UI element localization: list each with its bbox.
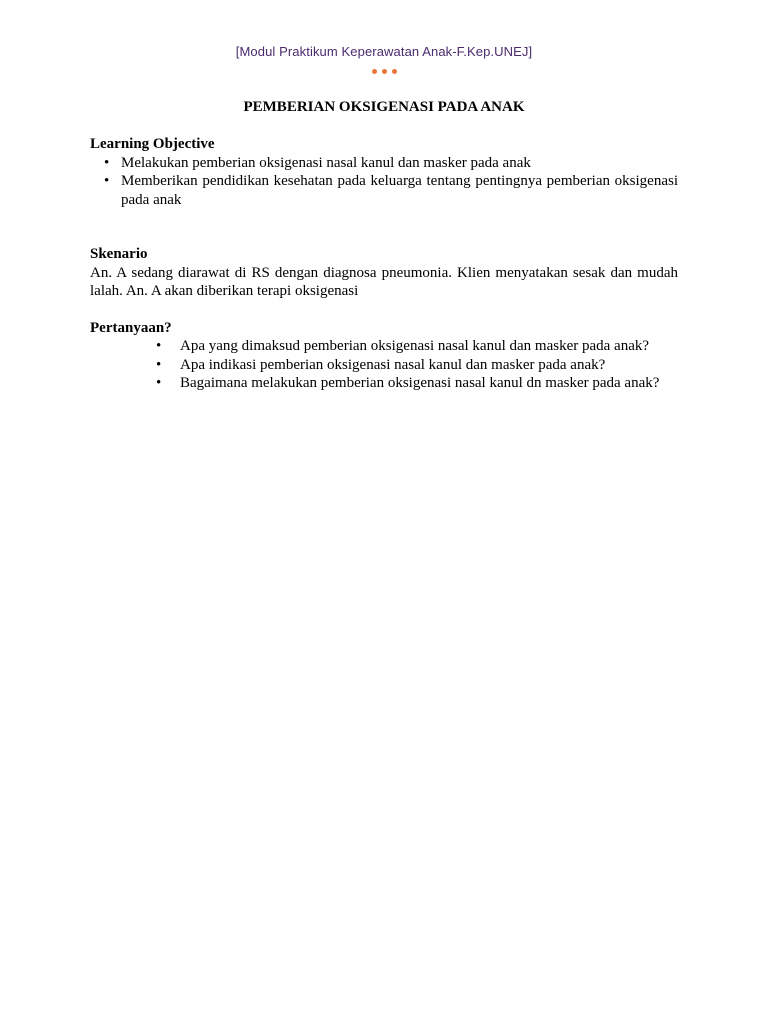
list-item: • Memberikan pendidikan kesehatan pada keluarga tentang pentingnya pemberian oksigenasi pada anak [90,172,678,209]
ornament-dot [372,69,377,74]
skenario-heading: Skenario [90,246,148,262]
learning-objective-list [90,154,678,210]
header-ornament [0,69,768,74]
page-header: [Modul Praktikum Keperawatan Anak-F.Kep.UNEJ] [235,44,533,59]
ornament-dot [382,69,387,74]
learning-objective-heading: Learning Objective [90,136,215,152]
skenario-text: An. A sedang diarawat di RS dengan diagnosa pneumonia. Klien menyatakan sesak dan mudah lalah. An. A akan diberikan terapi oksigenasi [90,264,678,299]
list-item: • Apa indikasi pemberian oksigenasi nasal kanul dan masker pada anak? [90,356,678,375]
pertanyaan-list [90,337,678,393]
ornament-dot [392,69,397,74]
document-title: PEMBERIAN OKSIGENASI PADA ANAK [243,99,525,115]
document-body [90,135,678,393]
list-item: • Apa yang dimaksud pemberian oksigenasi nasal kanul dan masker pada anak? [90,337,678,356]
list-item: • Melakukan pemberian oksigenasi nasal kanul dan masker pada anak [90,154,678,173]
list-item: • Bagaimana melakukan pemberian oksigenasi nasal kanul dn masker pada anak? [90,374,678,393]
pertanyaan-heading: Pertanyaan? [90,319,172,336]
